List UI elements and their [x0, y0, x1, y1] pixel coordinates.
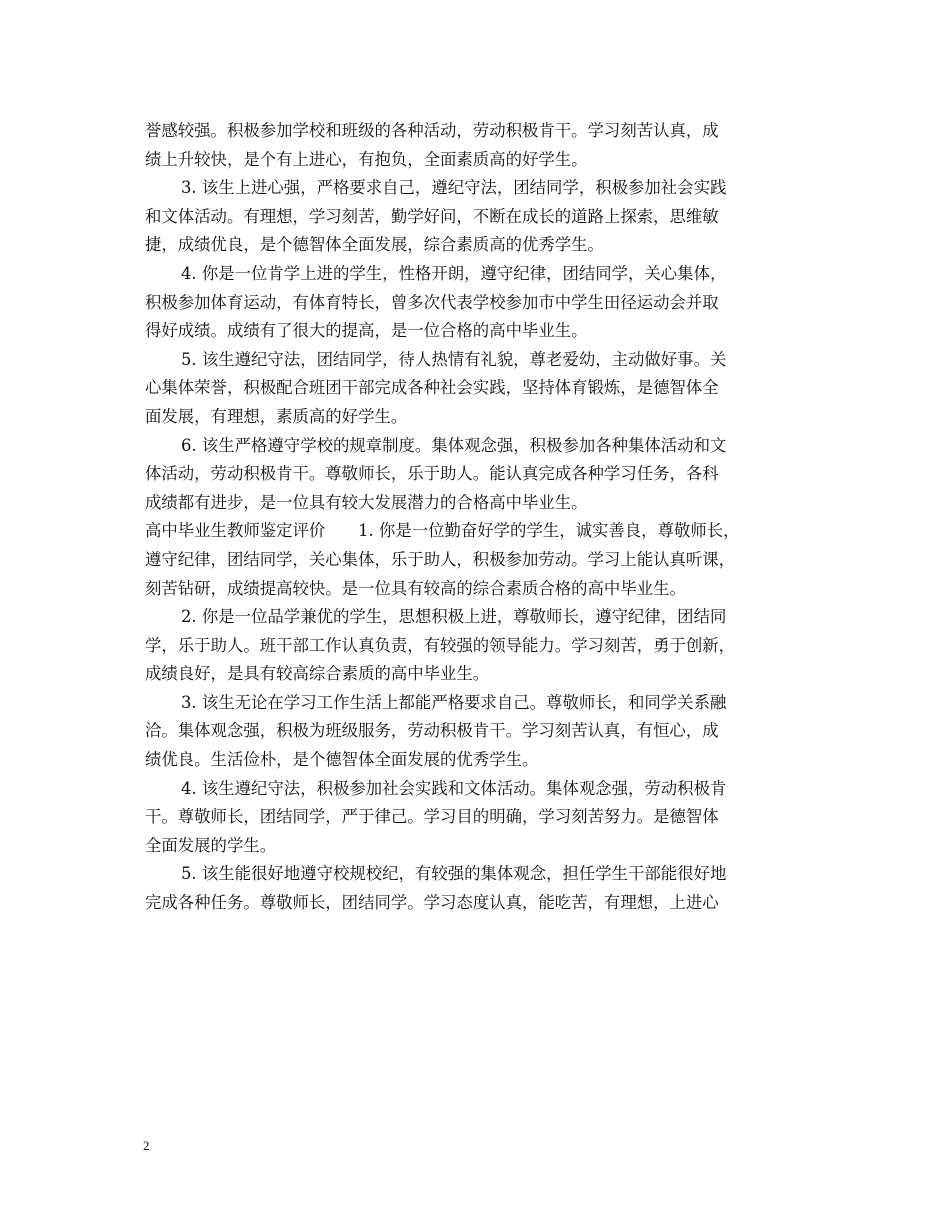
text-line: 成绩都有进步，是一位具有较大发展潜力的合格高中毕业生。 — [145, 492, 588, 512]
text-line: 誉感较强。积极参加学校和班级的各种活动，劳动积极肯干。学习刻苦认真，成 — [145, 121, 719, 140]
text-line: 5. 该生能很好地遵守校规校纪，有较强的集体观念，担任学生干部能很好地 — [181, 864, 727, 884]
text-line: 3. 该生上进心强，严格要求自己，遵纪守法，团结同学，积极参加社会实践 — [181, 178, 727, 198]
text-line: 体活动，劳动积极肯干。尊敬师长，乐于助人。能认真完成各种学习任务，各科 — [145, 464, 719, 484]
text-line: 绩优良。生活俭朴，是个德智体全面发展的优秀学生。 — [145, 750, 539, 770]
text-line: 5. 该生遵纪守法，团结同学，待人热情有礼貌，尊老爱幼，主动做好事。关 — [181, 349, 727, 369]
text-line: 洽。集体观念强，积极为班级服务，劳动积极肯干。学习刻苦认真，有恒心，成 — [145, 721, 719, 741]
text-line: 面发展，有理想，素质高的好学生。 — [145, 406, 408, 426]
text-line: 成绩良好，是具有较高综合素质的高中毕业生。 — [145, 664, 490, 684]
text-line: 2. 你是一位品学兼优的学生，思想积极上进，尊敬师长，遵守纪律，团结同 — [181, 607, 727, 627]
text-line: 刻苦钻研，成绩提高较快。是一位具有较高的综合素质合格的高中毕业生。 — [145, 578, 686, 598]
text-line: 绩上升较快，是个有上进心，有抱负，全面素质高的好学生。 — [145, 149, 588, 169]
text-line: 得好成绩。成绩有了很大的提高，是一位合格的高中毕业生。 — [145, 321, 588, 341]
page-number: 2 — [143, 1138, 150, 1153]
text-line: 3. 该生无论在学习工作生活上都能严格要求自己。尊敬师长，和同学关系融 — [181, 692, 727, 712]
text-line: 全面发展的学生。 — [145, 835, 277, 855]
text-line: 4. 该生遵纪守法，积极参加社会实践和文体活动。集体观念强，劳动积极肯 — [181, 778, 727, 798]
text-line: 学，乐于助人。班干部工作认真负责，有较强的领导能力。学习刻苦，勇于创新， — [145, 635, 736, 655]
document-body — [145, 117, 813, 918]
text-line: 高中毕业生教师鉴定评价 1. 你是一位勤奋好学的学生，诚实善良，尊敬师长， — [145, 521, 740, 541]
text-line: 干。尊敬师长，团结同学，严于律己。学习目的明确，学习刻苦努力。是德智体 — [145, 807, 719, 827]
text-line: 心集体荣誉，积极配合班团干部完成各种社会实践，坚持体育锻炼，是德智体全 — [145, 378, 719, 398]
text-line: 6. 该生严格遵守学校的规章制度。集体观念强，积极参加各种集体活动和文 — [181, 435, 727, 455]
text-line: 积极参加体育运动，有体育特长，曾多次代表学校参加市中学生田径运动会并取 — [145, 292, 719, 312]
text-line: 捷，成绩优良，是个德智体全面发展，综合素质高的优秀学生。 — [145, 235, 604, 255]
text-line: 和文体活动。有理想，学习刻苦，勤学好问，不断在成长的道路上探索，思维敏 — [145, 206, 719, 226]
text-line: 遵守纪律，团结同学，关心集体，乐于助人，积极参加劳动。学习上能认真听课， — [145, 549, 736, 569]
body-text — [145, 117, 813, 918]
text-line: 完成各种任务。尊敬师长，团结同学。学习态度认真，能吃苦，有理想，上进心 — [145, 893, 719, 913]
text-line: 4. 你是一位肯学上进的学生，性格开朗，遵守纪律，团结同学，关心集体， — [181, 263, 727, 283]
